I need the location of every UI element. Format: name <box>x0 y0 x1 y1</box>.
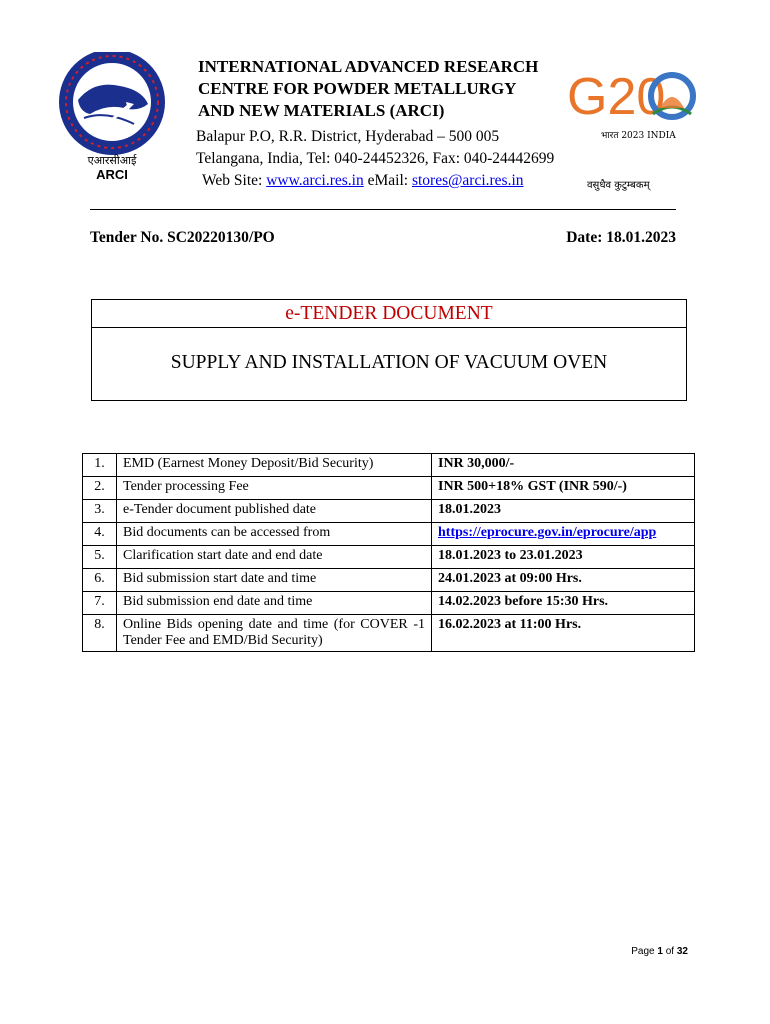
row-item: Clarification start date and end date <box>117 546 432 569</box>
row-item: Tender processing Fee <box>117 477 432 500</box>
arci-logo-label: ARCI <box>96 167 128 182</box>
email-link[interactable]: stores@arci.res.in <box>411 172 524 189</box>
page-label: Page <box>631 946 658 957</box>
row-value: 18.01.2023 <box>432 500 695 523</box>
org-name-line-1: INTERNATIONAL ADVANCED RESEARCH <box>198 57 539 76</box>
row-item: Bid documents can be accessed from <box>117 523 432 546</box>
table-row <box>83 569 695 592</box>
row-value: 16.02.2023 at 11:00 Hrs. <box>432 615 695 652</box>
table-row <box>83 546 695 569</box>
row-number: 3. <box>83 500 117 523</box>
row-number: 4. <box>83 523 117 546</box>
row-item: EMD (Earnest Money Deposit/Bid Security) <box>117 454 432 477</box>
row-number: 7. <box>83 592 117 615</box>
org-name-line-2: CENTRE FOR POWDER METALLURGY <box>198 79 517 98</box>
row-item: Bid submission start date and time <box>117 569 432 592</box>
address-line-1: Balapur P.O, R.R. District, Hyderabad – 500 005 <box>196 128 500 145</box>
page-of-label: of <box>662 946 677 957</box>
org-name-line-3: AND NEW MATERIALS (ARCI) <box>198 101 445 120</box>
row-item: Bid submission end date and time <box>117 592 432 615</box>
email-label: eMail: <box>363 172 412 189</box>
arci-logo <box>54 52 174 182</box>
g20-motto: वसुधैव कुटुम्बकम् <box>587 180 650 191</box>
table-row <box>83 454 695 477</box>
row-value: 18.01.2023 to 23.01.2023 <box>432 546 695 569</box>
organisation-name <box>198 56 538 122</box>
row-value <box>432 523 695 546</box>
etender-heading: e-TENDER DOCUMENT <box>285 303 493 324</box>
row-item: Online Bids opening date and time (for COVER -1 Tender Fee and EMD/Bid Security) <box>117 615 432 652</box>
organisation-address <box>196 126 554 192</box>
arci-hindi-label: एआरसीआई <box>87 154 137 167</box>
table-row <box>83 500 695 523</box>
eprocure-link[interactable]: https://eprocure.gov.in/eprocure/app <box>438 525 657 540</box>
table-row <box>83 592 695 615</box>
tender-title-box <box>91 299 687 401</box>
row-value: INR 500+18% GST (INR 590/-) <box>432 477 695 500</box>
header-divider <box>90 209 676 210</box>
title-box-divider <box>92 327 686 328</box>
tender-date: Date: 18.01.2023 <box>566 229 676 246</box>
row-value: 14.02.2023 before 15:30 Hrs. <box>432 592 695 615</box>
row-value: 24.01.2023 at 09:00 Hrs. <box>432 569 695 592</box>
g20-logo-label: G20 <box>567 68 666 126</box>
tender-schedule-table <box>82 453 695 652</box>
row-item: e-Tender document published date <box>117 500 432 523</box>
table-row <box>83 477 695 500</box>
table-row <box>83 615 695 652</box>
g20-tagline: भारत 2023 INDIA <box>601 131 676 141</box>
website-link[interactable]: www.arci.res.in <box>266 172 364 189</box>
row-number: 5. <box>83 546 117 569</box>
row-number: 8. <box>83 615 117 652</box>
row-number: 2. <box>83 477 117 500</box>
page-current: 1 <box>657 946 663 957</box>
address-line-2: Telangana, India, Tel: 040-24452326, Fax: 040-24442699 <box>196 150 555 167</box>
page-number <box>631 946 688 957</box>
row-number: 6. <box>83 569 117 592</box>
page-total: 32 <box>676 946 688 957</box>
row-number: 1. <box>83 454 117 477</box>
table-row <box>83 523 695 546</box>
website-label: Web Site: <box>202 172 267 189</box>
row-value: INR 30,000/- <box>432 454 695 477</box>
tender-subject: SUPPLY AND INSTALLATION OF VACUUM OVEN <box>170 352 608 373</box>
tender-number: Tender No. SC20220130/PO <box>90 229 275 246</box>
g20-logo <box>565 56 705 196</box>
contact-line <box>196 170 554 192</box>
